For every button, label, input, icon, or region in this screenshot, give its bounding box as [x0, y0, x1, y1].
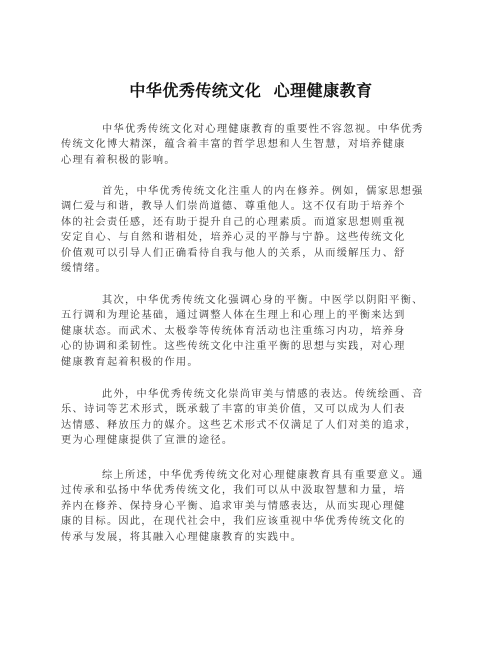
paragraph-line: 心理有着积极的影响。	[61, 154, 176, 166]
paragraph-line: 乐、诗词等艺术形式，既承载了丰富的审美价值，又可以成为人们表	[61, 404, 406, 416]
paragraph-line: 首先，中华优秀传统文化注重人的内在修养。例如，儒家思想强	[102, 186, 424, 197]
paragraph-line: 达情感、释放压力的媒介。这些艺术形式不仅满足了人们对美的追求，	[61, 419, 418, 431]
paragraph-line: 健康状态。而武术、太极拳等传统体育活动也注重练习内功，培养身	[61, 325, 406, 337]
paragraph-line: 此外，中华优秀传统文化崇尚审美与情感的表达。传统绘画、音	[102, 389, 424, 400]
paragraph-line: 健康教育起着积极的作用。	[61, 356, 199, 368]
paragraph-line: 缓情绪。	[61, 263, 107, 275]
paragraph-line: 更为心理健康提供了宣泄的途径。	[61, 435, 234, 447]
paragraph-line: 康的目标。因此，在现代社会中，我们应该重视中华优秀传统文化的	[61, 516, 406, 528]
paragraph-line: 价值观可以引导人们正确看待自我与他人的关系，从而缓解压力、舒	[61, 247, 406, 259]
paragraph-line: 五行调和为理论基础，通过调整人体在生理上和心理上的平衡来达到	[61, 310, 406, 322]
paragraph-line: 安定自心、与自然和谐相处，培养心灵的平静与宁静。这些传统文化	[61, 232, 406, 244]
paragraph-line: 传承与发展，将其融入心理健康教育的实践中。	[61, 531, 303, 543]
paragraph-4	[61, 387, 445, 449]
paragraph-line: 传统文化博大精深，蕴含着丰富的哲学思想和人生智慧，对培养健康	[61, 139, 406, 151]
paragraph-1	[61, 122, 445, 168]
paragraph-line: 体的社会责任感，还有助于提升自己的心理素质。而道家思想则重视	[61, 216, 406, 228]
paragraph-3	[61, 293, 445, 370]
paragraph-2	[61, 184, 445, 276]
paragraph-line: 综上所述，中华优秀传统文化对心理健康教育具有重要意义。通	[102, 470, 424, 481]
paragraph-line: 调仁爱与和谐，教导人们崇尚道德、尊重他人。这不仅有助于培养个	[61, 201, 406, 213]
document-title: 中华优秀传统文化 心理健康教育	[129, 81, 373, 100]
paragraph-line: 其次，中华优秀传统文化强调心身的平衡。中医学以阴阳平衡、	[102, 295, 424, 306]
paragraph-5	[61, 468, 445, 545]
paragraph-line: 过传承和弘扬中华优秀传统文化，我们可以从中汲取智慧和力量，培	[61, 485, 406, 497]
paragraph-line: 养内在修养、保持身心平衡、追求审美与情感表达，从而实现心理健	[61, 500, 406, 512]
paragraph-line: 心的协调和柔韧性。这些传统文化中注重平衡的思想与实践，对心理	[61, 341, 406, 353]
paragraph-line: 中华优秀传统文化对心理健康教育的重要性不容忽视。中华优秀	[102, 124, 424, 135]
